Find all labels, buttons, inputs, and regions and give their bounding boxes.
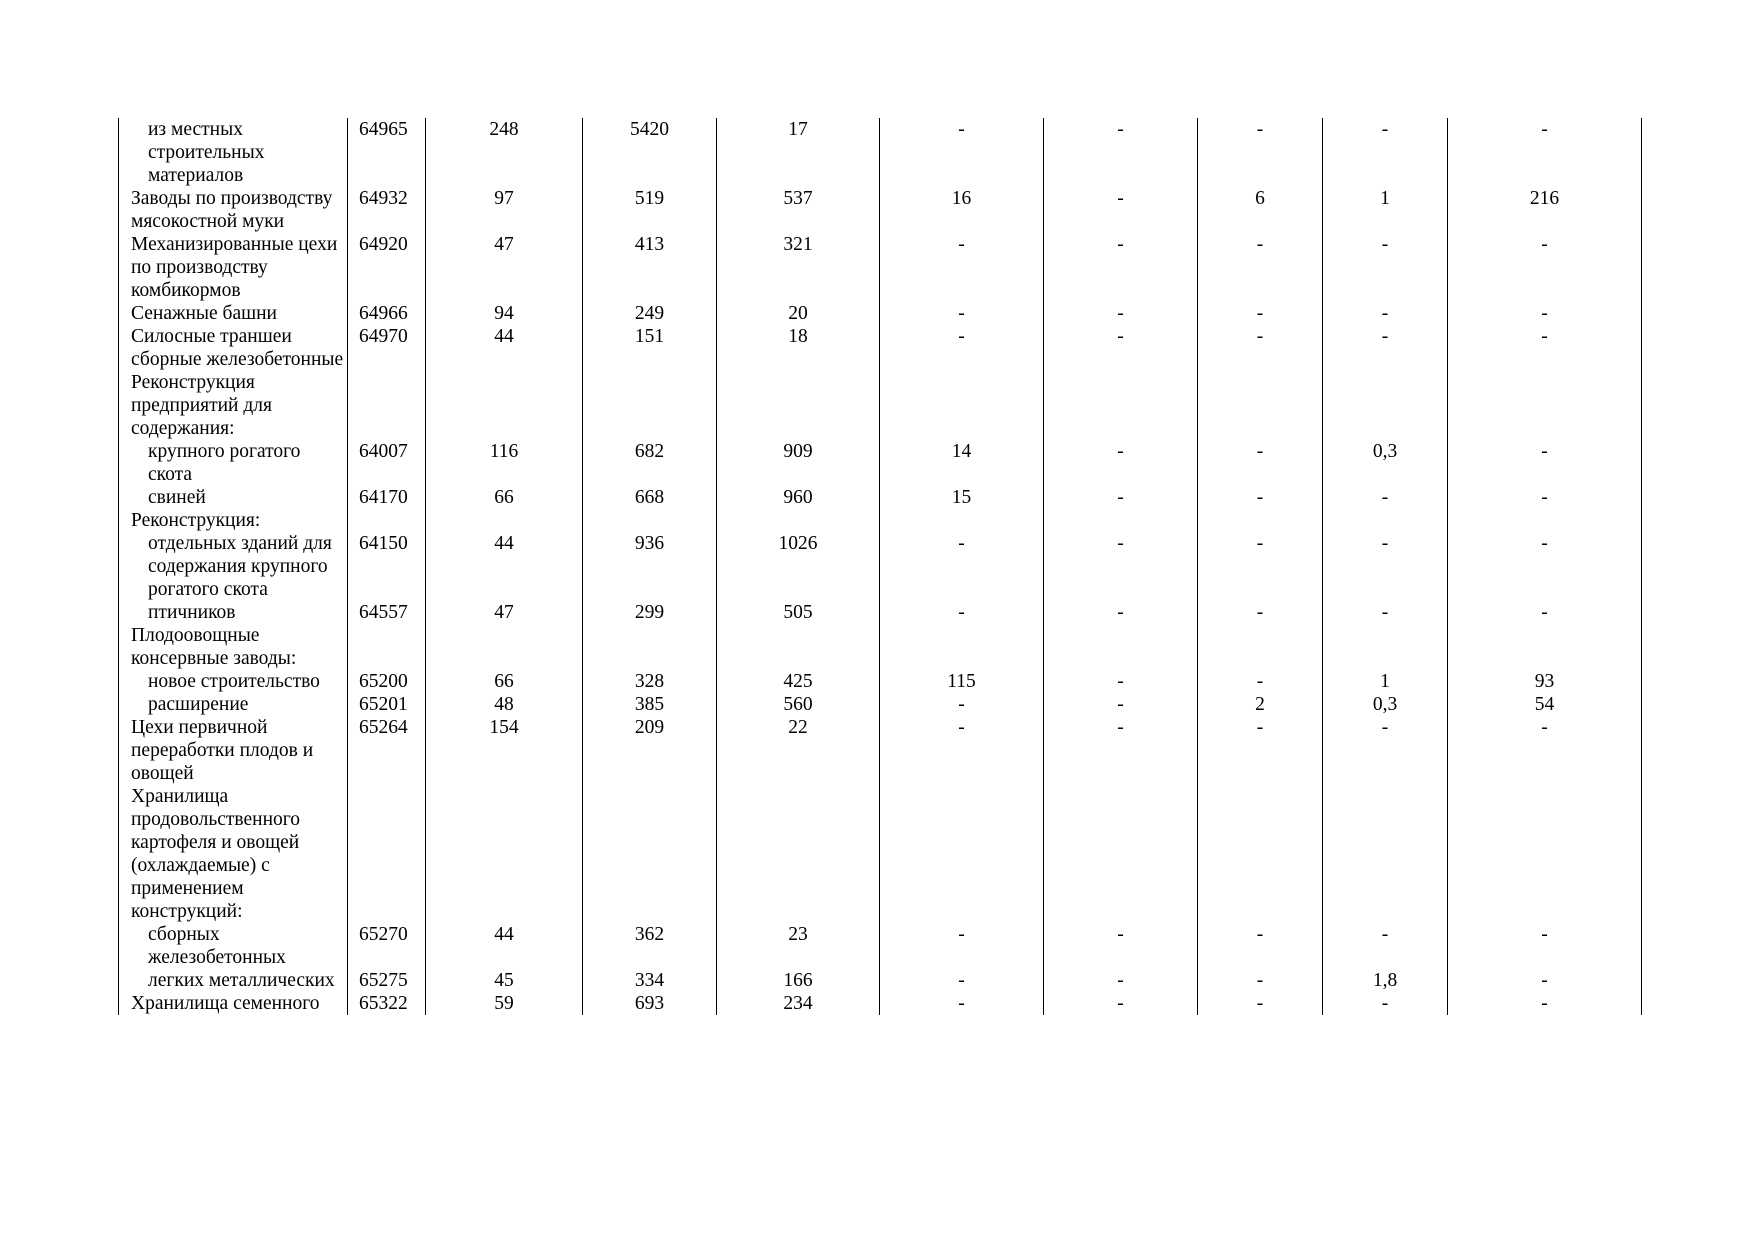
cell-value: - [1448,992,1642,1015]
cell-value: - [1044,716,1198,785]
table-row [119,693,1642,716]
cell-value: 362 [583,923,717,969]
cell-value: - [880,601,1044,624]
cell-value: - [1323,601,1448,624]
cell-value [717,785,880,923]
cell-value: 682 [583,440,717,486]
cell-value: - [1323,118,1448,187]
cell-value: - [1198,302,1323,325]
row-name: птичников [119,601,348,624]
row-code: 64150 [348,532,426,601]
cell-value: 45 [426,969,583,992]
cell-value: - [1323,233,1448,302]
cell-value: - [1044,992,1198,1015]
row-name: свиней [119,486,348,509]
cell-value: - [1323,992,1448,1015]
cell-value: 1026 [717,532,880,601]
cell-value: - [1448,716,1642,785]
cell-value [426,785,583,923]
row-code: 64170 [348,486,426,509]
cell-value: 1 [1323,670,1448,693]
table-row [119,670,1642,693]
cell-value: 154 [426,716,583,785]
cell-value [1323,785,1448,923]
table-row [119,923,1642,969]
cell-value [583,509,717,532]
cell-value: - [880,302,1044,325]
cell-value: - [1323,532,1448,601]
cell-value: 560 [717,693,880,716]
cell-value: 16 [880,187,1044,233]
cell-value: - [1044,670,1198,693]
cell-value: 519 [583,187,717,233]
cell-value: 425 [717,670,880,693]
cell-value: - [1044,302,1198,325]
row-name: Хранилища продовольственного картофеля и овощей (охлаждаемые) с применением конструкций: [119,785,348,923]
cell-value: 66 [426,670,583,693]
cell-value [1198,509,1323,532]
cell-value: - [1044,923,1198,969]
cell-value: 17 [717,118,880,187]
cell-value [583,624,717,670]
cell-value: - [1044,325,1198,371]
cell-value: - [1198,486,1323,509]
cell-value: 48 [426,693,583,716]
cell-value: - [1323,302,1448,325]
cell-value: - [1198,670,1323,693]
row-code [348,371,426,440]
row-name: Заводы по производству мясокостной муки [119,187,348,233]
cell-value: - [1198,233,1323,302]
row-name: Реконструкция предприятий для содержания: [119,371,348,440]
cell-value: - [1044,118,1198,187]
table-row [119,325,1642,371]
cell-value [583,371,717,440]
cell-value [1044,509,1198,532]
cell-value: 59 [426,992,583,1015]
cell-value: - [1323,923,1448,969]
cell-value [717,624,880,670]
cell-value: 151 [583,325,717,371]
cell-value: - [1448,532,1642,601]
row-code [348,624,426,670]
cell-value: 385 [583,693,717,716]
cell-value [880,624,1044,670]
row-code: 64920 [348,233,426,302]
row-name: Цехи первичной переработки плодов и овощей [119,716,348,785]
cell-value: 116 [426,440,583,486]
cell-value: - [1198,532,1323,601]
table-row [119,785,1642,923]
cell-value: - [1323,325,1448,371]
cell-value: - [1448,118,1642,187]
row-code: 64932 [348,187,426,233]
table-row [119,371,1642,440]
cell-value: - [880,923,1044,969]
table-row [119,118,1642,187]
cell-value [1198,371,1323,440]
row-name: Плодоовощные консервные заводы: [119,624,348,670]
table-row [119,187,1642,233]
cell-value: 44 [426,325,583,371]
cell-value: 5420 [583,118,717,187]
table-row [119,624,1642,670]
cell-value: - [1448,969,1642,992]
row-code: 64557 [348,601,426,624]
cell-value [1448,509,1642,532]
cell-value: 413 [583,233,717,302]
row-code [348,785,426,923]
cell-value: - [1198,325,1323,371]
cell-value: 47 [426,233,583,302]
cell-value: 22 [717,716,880,785]
cell-value [1448,624,1642,670]
cell-value: 0,3 [1323,693,1448,716]
table-row [119,532,1642,601]
cell-value [880,785,1044,923]
cell-value [1044,785,1198,923]
cell-value: - [880,716,1044,785]
cell-value: 23 [717,923,880,969]
row-code: 65264 [348,716,426,785]
row-code: 64007 [348,440,426,486]
cell-value: 249 [583,302,717,325]
cell-value: - [1198,992,1323,1015]
cell-value: - [880,693,1044,716]
table-row [119,601,1642,624]
cell-value: 1 [1323,187,1448,233]
cell-value [1044,371,1198,440]
table-row [119,969,1642,992]
cell-value: 15 [880,486,1044,509]
cell-value [426,624,583,670]
row-code: 65322 [348,992,426,1015]
cell-value [1323,509,1448,532]
cell-value: - [1044,187,1198,233]
cell-value: 115 [880,670,1044,693]
cell-value: 693 [583,992,717,1015]
cell-value: - [1448,601,1642,624]
data-table [118,118,1642,1015]
table-row [119,716,1642,785]
cell-value: - [880,233,1044,302]
cell-value: - [1323,716,1448,785]
cell-value: - [1198,716,1323,785]
cell-value: 321 [717,233,880,302]
cell-value: 20 [717,302,880,325]
cell-value: 44 [426,923,583,969]
cell-value [880,371,1044,440]
cell-value: 936 [583,532,717,601]
table-row [119,992,1642,1015]
cell-value: - [1198,601,1323,624]
cell-value: 14 [880,440,1044,486]
cell-value: 909 [717,440,880,486]
row-name: из местных строительных материалов [119,118,348,187]
cell-value: 248 [426,118,583,187]
row-name: новое строительство [119,670,348,693]
cell-value: - [1448,923,1642,969]
table-row [119,302,1642,325]
cell-value: - [880,325,1044,371]
cell-value: 234 [717,992,880,1015]
cell-value [426,371,583,440]
cell-value: 47 [426,601,583,624]
cell-value: - [1448,302,1642,325]
cell-value: - [1044,532,1198,601]
cell-value: - [880,969,1044,992]
cell-value: 328 [583,670,717,693]
cell-value: - [1044,233,1198,302]
row-name: крупного рогатого скота [119,440,348,486]
cell-value: - [1044,440,1198,486]
row-code: 64966 [348,302,426,325]
cell-value [1198,785,1323,923]
cell-value: - [1448,325,1642,371]
cell-value: - [880,118,1044,187]
cell-value: 0,3 [1323,440,1448,486]
cell-value: 2 [1198,693,1323,716]
cell-value: - [880,992,1044,1015]
cell-value: - [1323,486,1448,509]
cell-value [426,509,583,532]
row-name: Реконструкция: [119,509,348,532]
row-code [348,509,426,532]
row-name: Механизированные цехи по производству комбикормов [119,233,348,302]
cell-value: - [1044,486,1198,509]
cell-value: 537 [717,187,880,233]
cell-value: 209 [583,716,717,785]
cell-value: 166 [717,969,880,992]
cell-value: 97 [426,187,583,233]
cell-value [1448,785,1642,923]
cell-value: - [880,532,1044,601]
row-name: Силосные траншеи сборные железобетонные [119,325,348,371]
cell-value: 960 [717,486,880,509]
cell-value: - [1198,118,1323,187]
cell-value [717,509,880,532]
cell-value: - [1044,969,1198,992]
cell-value: - [1448,486,1642,509]
cell-value: 216 [1448,187,1642,233]
cell-value: 18 [717,325,880,371]
row-name: легких металлических [119,969,348,992]
cell-value: 66 [426,486,583,509]
cell-value: 6 [1198,187,1323,233]
cell-value: 93 [1448,670,1642,693]
cell-value: 94 [426,302,583,325]
row-code: 65200 [348,670,426,693]
row-name: расширение [119,693,348,716]
row-code: 65275 [348,969,426,992]
row-name: сборных железобетонных [119,923,348,969]
row-name: Хранилища семенного [119,992,348,1015]
row-code: 64965 [348,118,426,187]
row-name: отдельных зданий для содержания крупного рогатого скота [119,532,348,601]
row-code: 64970 [348,325,426,371]
table-row [119,509,1642,532]
cell-value: - [1044,693,1198,716]
table-body [119,118,1642,1015]
cell-value [583,785,717,923]
cell-value: 505 [717,601,880,624]
cell-value: 299 [583,601,717,624]
cell-value: - [1448,233,1642,302]
table-row [119,233,1642,302]
cell-value [1198,624,1323,670]
cell-value: - [1198,969,1323,992]
cell-value: - [1198,440,1323,486]
row-code: 65201 [348,693,426,716]
cell-value [1323,624,1448,670]
cell-value: 668 [583,486,717,509]
cell-value: - [1448,440,1642,486]
cell-value: 44 [426,532,583,601]
cell-value [880,509,1044,532]
row-code: 65270 [348,923,426,969]
cell-value: - [1198,923,1323,969]
table-row [119,440,1642,486]
cell-value [717,371,880,440]
cell-value [1323,371,1448,440]
cell-value: 54 [1448,693,1642,716]
cell-value: - [1044,601,1198,624]
cell-value: 334 [583,969,717,992]
cell-value: 1,8 [1323,969,1448,992]
cell-value [1044,624,1198,670]
table-row [119,486,1642,509]
row-name: Сенажные башни [119,302,348,325]
cell-value [1448,371,1642,440]
